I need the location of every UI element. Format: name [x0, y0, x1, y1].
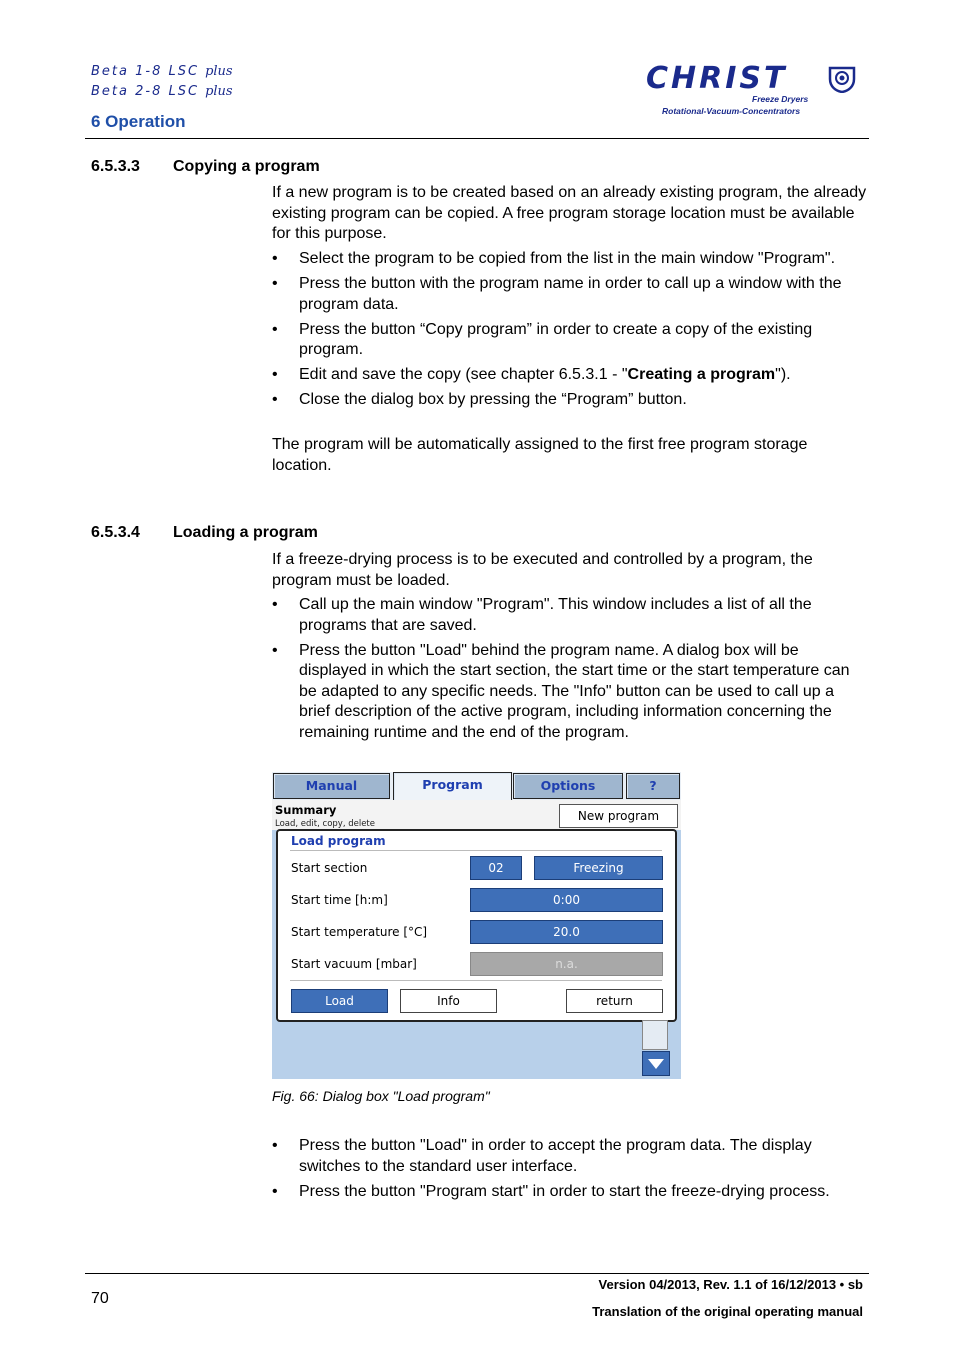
- info-button[interactable]: Info: [400, 989, 497, 1013]
- tab-manual[interactable]: Manual: [273, 773, 390, 799]
- return-button[interactable]: return: [566, 989, 663, 1013]
- footer-rule: [85, 1273, 869, 1274]
- translation-note: Translation of the original operating manual: [592, 1304, 863, 1319]
- start-section-label: Start section: [291, 861, 368, 875]
- tab-program[interactable]: Program: [393, 772, 512, 800]
- new-program-button[interactable]: New program: [559, 804, 678, 828]
- start-time-label: Start time [h:m]: [291, 893, 388, 907]
- logo-tagline-1: Freeze Dryers: [752, 94, 809, 104]
- copy-outro: The program will be automatically assigned to the first free program storage location.: [272, 436, 808, 474]
- load-steps-continued: [272, 1136, 868, 1207]
- start-vacuum-field: n.a.: [470, 952, 663, 976]
- summary-bar: [272, 800, 681, 830]
- start-section-number-field[interactable]: 02: [470, 856, 522, 880]
- list-item: • Select the program to be copied from the list in the main window "Program".: [272, 250, 836, 267]
- list-item: • Call up the main window "Program". This window includes a list of all the programs that are saved.: [272, 596, 812, 634]
- start-section-name-field[interactable]: Freezing: [534, 856, 663, 880]
- chapter-title: 6 Operation: [91, 112, 186, 131]
- list-item: • Press the button "Load" in order to accept the program data. The display switches to the standard user interface.: [272, 1137, 812, 1175]
- start-temperature-label: Start temperature [°C]: [291, 925, 428, 939]
- section-heading-load: 6.5.3.4 Loading a program: [91, 524, 318, 541]
- start-vacuum-label: Start vacuum [mbar]: [291, 957, 417, 971]
- header-rule: [85, 138, 869, 139]
- scrollbar-track[interactable]: [642, 1020, 668, 1050]
- list-item: • Edit and save the copy (see chapter 6.5.3.1 - "Creating a program").: [272, 366, 791, 383]
- dialog-divider: [290, 850, 662, 851]
- copy-intro: If a new program is to be created based on an already existing program, the already existing program can be copied. A free program storage location must be available for this purpose.: [272, 184, 867, 242]
- figure-caption: Fig. 66: Dialog box "Load program": [272, 1088, 490, 1104]
- model-name-2: Beta 2-8 LSC plus: [91, 84, 233, 99]
- copy-steps: [272, 249, 868, 415]
- start-temperature-field[interactable]: 20.0: [470, 920, 663, 944]
- load-steps: [272, 595, 868, 748]
- version-info: Version 04/2013, Rev. 1.1 of 16/12/2013 • sb: [598, 1277, 863, 1292]
- scroll-down-arrow-icon[interactable]: [642, 1051, 670, 1076]
- list-item: • Press the button “Copy program” in order to create a copy of the existing program.: [272, 320, 813, 358]
- section-heading-copy: 6.5.3.3 Copying a program: [91, 158, 320, 175]
- model-name-1: Beta 1-8 LSC plus: [91, 64, 233, 79]
- start-time-field[interactable]: 0:00: [470, 888, 663, 912]
- load-program-screenshot: [272, 772, 681, 1079]
- tab-options[interactable]: Options: [513, 773, 623, 799]
- list-item: • Press the button "Load" behind the program name. A dialog box will be displayed in which the start section, the start time or the start temperature can be adapted to any specific needs. The "Info" button can be used to call up a brief description of the active program, including information concerning the remaining runtime and the end of the program.: [272, 641, 850, 741]
- tab-help[interactable]: ?: [626, 773, 680, 799]
- summary-subtitle: Load, edit, copy, delete: [275, 819, 375, 829]
- list-item: • Press the button with the program name in order to call up a window with the program data.: [272, 275, 842, 313]
- load-intro: If a freeze-drying process is to be executed and controlled by a program, the program must be loaded.: [272, 551, 813, 589]
- load-program-dialog: [276, 829, 677, 1022]
- dialog-title: Load program: [291, 834, 386, 848]
- summary-title: Summary: [275, 803, 337, 817]
- page-number: 70: [91, 1290, 109, 1307]
- tab-bar: [272, 772, 681, 800]
- dialog-divider: [290, 980, 662, 981]
- load-button[interactable]: Load: [291, 989, 388, 1013]
- list-item: • Press the button "Program start" in order to start the freeze-drying process.: [272, 1182, 830, 1200]
- christ-logo-icon: [828, 65, 856, 93]
- logo-tagline-2: Rotational-Vacuum-Concentrators: [662, 106, 801, 116]
- list-item: • Close the dialog box by pressing the “Program” button.: [272, 391, 687, 408]
- christ-logo-text: CHRIST: [646, 61, 788, 96]
